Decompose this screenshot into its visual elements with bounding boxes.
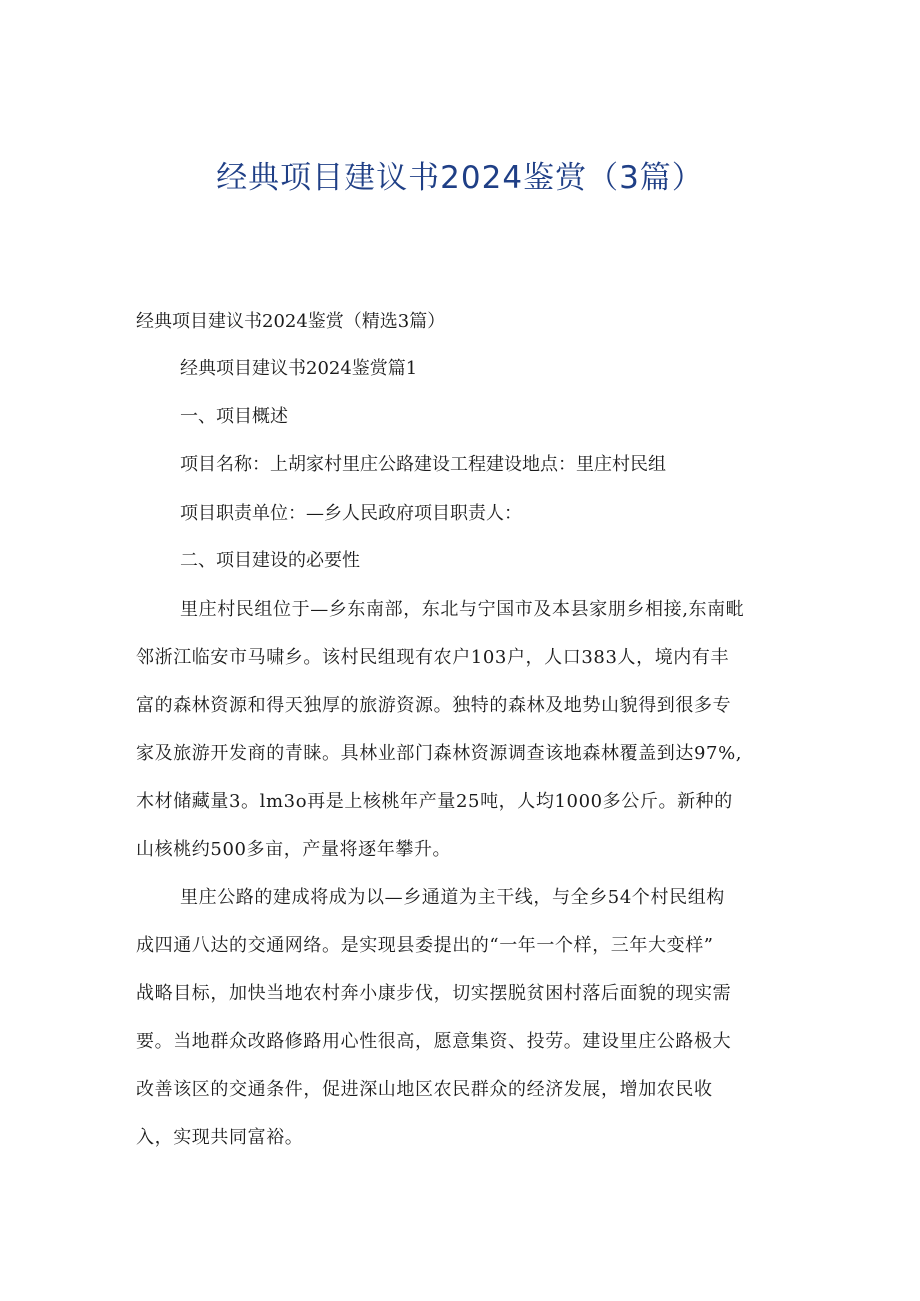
paragraph-2-line: 要。当地群众改路修路用心性很高，愿意集资、投劳。建设里庄公路极大 — [136, 1031, 732, 1052]
paragraph-2-line: 改善该区的交通条件，促进深山地区农民群众的经济发展，增加农民收 — [136, 1079, 713, 1100]
paragraph-1-line: 木材储藏量3。lm3o再是上核桃年产量25吨，人均1000多公斤。新种的 — [136, 791, 733, 812]
project-name-line: 项目名称：上胡家村里庄公路建设工程建设地点：里庄村民组 — [180, 454, 666, 475]
paragraph-1-line: 家及旅游开发商的青睐。具林业部门森林资源调查该地森林覆盖到达97%, — [136, 743, 743, 764]
paragraph-2-line: 成四通八达的交通网络。是实现县委提出的“一年一个样，三年大变样” — [136, 935, 714, 956]
project-unit-line: 项目职责单位：—乡人民政府项目职责人： — [180, 503, 522, 524]
paragraph-1-line: 邻浙江临安市马啸乡。该村民组现有农户103户，人口383人，境内有丰 — [136, 647, 730, 668]
heading-necessity: 二、项目建设的必要性 — [180, 550, 360, 571]
heading-overview: 一、项目概述 — [180, 406, 288, 427]
document-title: 经典项目建议书2024鉴赏（3篇） — [216, 160, 704, 196]
section-heading: 经典项目建议书2024鉴赏篇1 — [180, 358, 418, 379]
paragraph-1-line: 富的森林资源和得天独厚的旅游资源。独特的森林及地势山貌得到很多专 — [136, 695, 732, 716]
paragraph-1-line: 山核桃约500多亩，产量将逐年攀升。 — [136, 839, 452, 860]
paragraph-2-line: 战略目标，加快当地农村奔小康步伐，切实摆脱贫困村落后面貌的现实需 — [136, 983, 732, 1004]
paragraph-2-line: 里庄公路的建成将成为以—乡通道为主干线，与全乡54个村民组构 — [180, 887, 725, 908]
document-subtitle: 经典项目建议书2024鉴赏（精选3篇） — [136, 311, 446, 332]
paragraph-1-line: 里庄村民组位于—乡东南部，东北与宁国市及本县家朋乡相接,东南毗 — [180, 599, 745, 620]
paragraph-2-line: 入，实现共同富裕。 — [136, 1127, 304, 1148]
